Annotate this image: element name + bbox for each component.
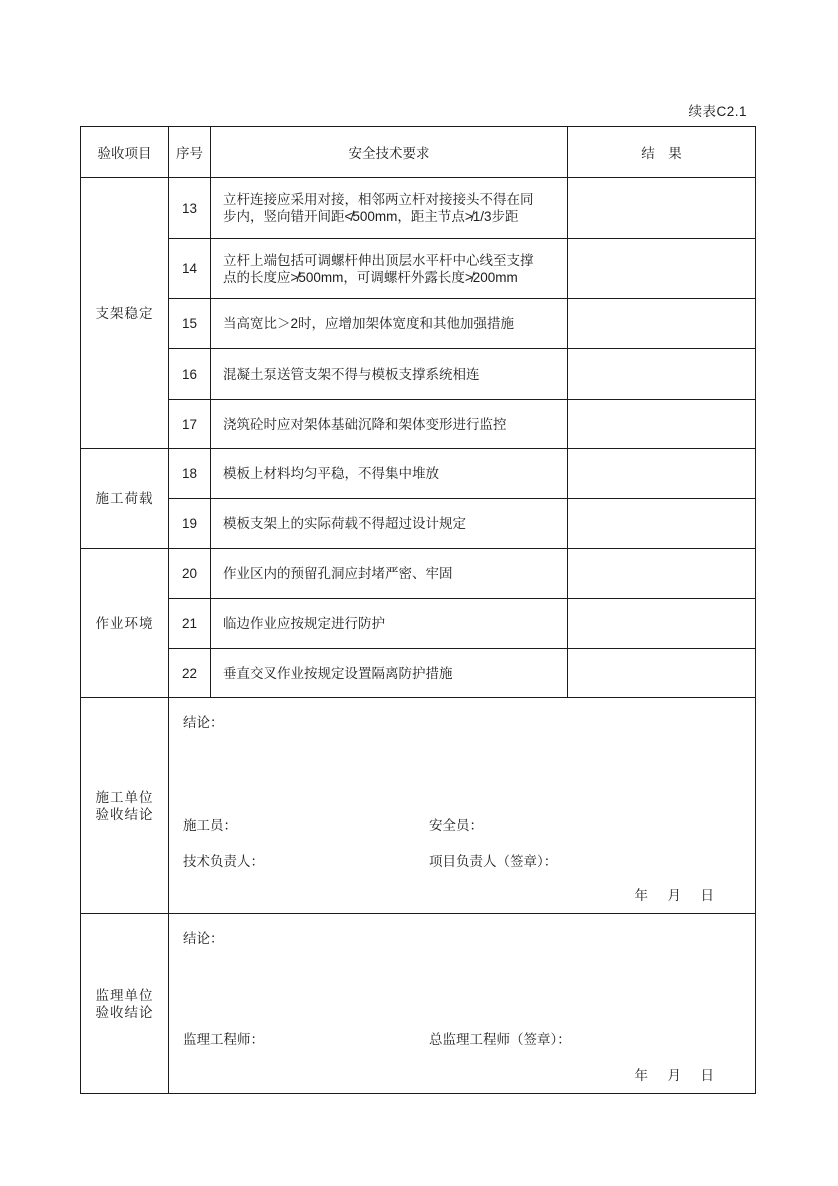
row-requirement: 临边作业应按规定进行防护 (211, 599, 568, 649)
table-row (81, 299, 756, 349)
result-cell (568, 178, 756, 239)
section-label-line: 验收结论 (95, 1004, 154, 1020)
row-requirement: 作业区内的预留孔洞应封堵严密、牢固 (211, 549, 568, 599)
group-label-support-stability: 支架稳定 (81, 178, 169, 449)
section-label-line: 施工单位 (95, 789, 154, 805)
row-requirement: 垂直交叉作业按规定设置隔离防护措施 (211, 649, 568, 698)
result-cell (568, 649, 756, 698)
construction-unit-conclusion-cell (169, 698, 756, 914)
row-requirement: 混凝土泵送管支架不得与模板支撑系统相连 (211, 349, 568, 400)
constructor-signature-label: 施工员： (183, 818, 237, 833)
table-row (81, 549, 756, 599)
supervision-unit-section-row (81, 914, 756, 1094)
row-no: 22 (169, 649, 211, 698)
header-cell-result: 结 果 (568, 127, 756, 178)
date-line: 年 月 日 (634, 1068, 717, 1083)
signature-row (169, 1028, 755, 1047)
supervision-engineer-signature-label: 监理工程师： (183, 1032, 264, 1047)
row-no: 18 (169, 449, 211, 499)
group-label-work-environment: 作业环境 (81, 549, 169, 698)
result-cell (568, 299, 756, 349)
safety-officer-signature-label: 安全员： (429, 818, 483, 833)
section-label-line: 监理单位 (95, 987, 154, 1003)
row-requirement: 立杆上端包括可调螺杆伸出顶层水平杆中心线至支撑点的长度应≯500mm，可调螺杆外露长度≯200mm (211, 239, 568, 299)
table-row (81, 400, 756, 449)
row-no: 15 (169, 299, 211, 349)
section-label-line: 验收结论 (95, 806, 154, 822)
signature-row (169, 850, 755, 869)
row-no: 20 (169, 549, 211, 599)
result-cell (568, 400, 756, 449)
table-row (81, 239, 756, 299)
row-no: 13 (169, 178, 211, 239)
section-label-construction-unit (81, 698, 169, 914)
group-label-construction-load: 施工荷载 (81, 449, 169, 549)
doc-title: 续表C2.1 (688, 104, 747, 119)
signature-row (169, 814, 755, 833)
chief-supervision-engineer-signature-label: 总监理工程师（签章）： (429, 1032, 571, 1047)
row-no: 14 (169, 239, 211, 299)
technical-director-signature-label: 技术负责人： (183, 854, 264, 869)
result-cell (568, 599, 756, 649)
table-row (81, 449, 756, 499)
conclusion-label: 结论： (183, 715, 224, 730)
row-requirement: 立杆连接应采用对接，相邻两立杆对接接头不得在同步内，竖向错开间距≮500mm，距主节点≯1/3步距 (211, 178, 568, 239)
section-label-supervision-unit (81, 914, 169, 1094)
row-requirement: 模板上材料均匀平稳，不得集中堆放 (211, 449, 568, 499)
result-cell (568, 449, 756, 499)
supervision-unit-conclusion-cell (169, 914, 756, 1094)
header-cell-requirement: 安全技术要求 (211, 127, 568, 178)
header-row (81, 127, 756, 178)
construction-unit-section-row (81, 698, 756, 914)
project-manager-signature-label: 项目负责人（签章）： (429, 854, 558, 869)
table-row (81, 499, 756, 549)
table-row (81, 649, 756, 698)
header-cell-item: 验收项目 (81, 127, 169, 178)
row-no: 17 (169, 400, 211, 449)
row-requirement: 当高宽比＞2时，应增加架体宽度和其他加强措施 (211, 299, 568, 349)
result-cell (568, 349, 756, 400)
row-requirement: 模板支架上的实际荷载不得超过设计规定 (211, 499, 568, 549)
row-no: 19 (169, 499, 211, 549)
row-no: 21 (169, 599, 211, 649)
result-cell (568, 239, 756, 299)
row-requirement: 浇筑砼时应对架体基础沉降和架体变形进行监控 (211, 400, 568, 449)
conclusion-label: 结论： (183, 931, 224, 946)
result-cell (568, 499, 756, 549)
table-row (81, 349, 756, 400)
acceptance-form-table (80, 126, 756, 1094)
table-row (81, 178, 756, 239)
row-no: 16 (169, 349, 211, 400)
result-cell (568, 549, 756, 599)
date-line: 年 月 日 (634, 888, 717, 903)
header-cell-no: 序号 (169, 127, 211, 178)
table-row (81, 599, 756, 649)
